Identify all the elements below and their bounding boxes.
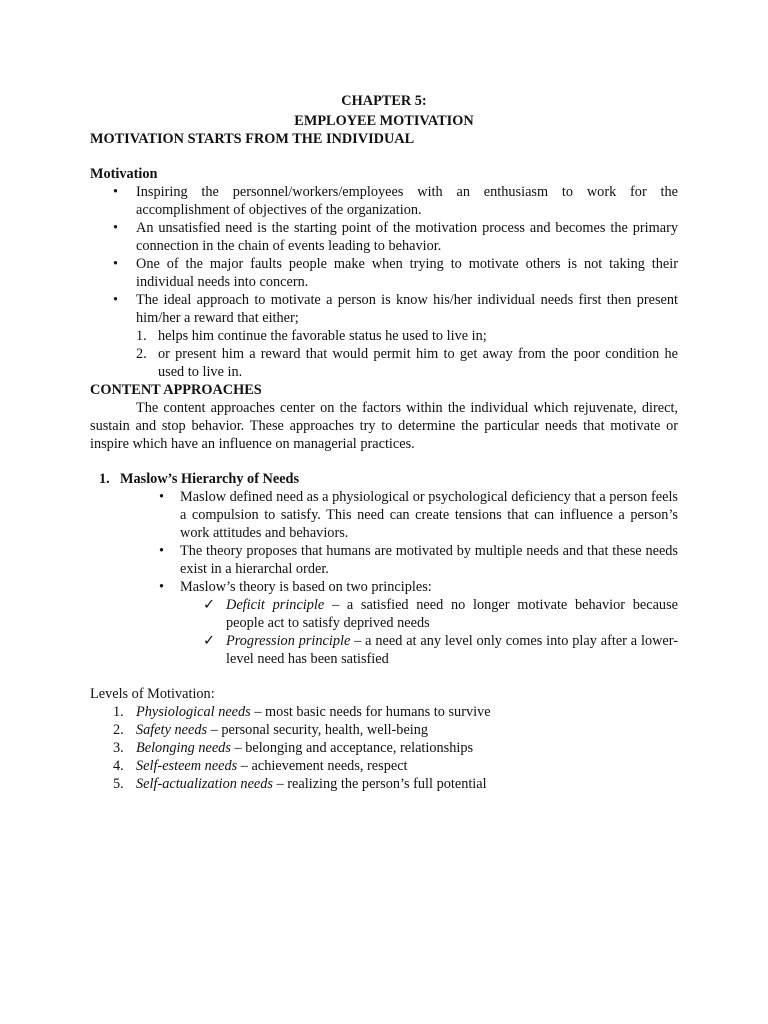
list-text: helps him continue the favorable status he used to live in; — [158, 328, 487, 344]
maslow-bullets — [90, 488, 678, 596]
list-item — [90, 327, 678, 345]
list-item: • Inspiring the personnel/workers/employees with an enthusiasm to work for the accomplishment of objectives of the organization. — [90, 183, 678, 219]
principle-name: Deficit principle — [226, 597, 325, 613]
list-number: 1. — [113, 704, 124, 720]
chapter-number: CHAPTER 5: — [341, 93, 427, 109]
list-item — [90, 739, 678, 757]
section-heading-motivation: MOTIVATION STARTS FROM THE INDIVIDUAL — [90, 131, 415, 147]
list-item: • An unsatisfied need is the starting point of the motivation process and becomes the primary connection in the chain of events leading to behavior. — [90, 219, 678, 255]
list-item — [90, 757, 678, 775]
list-number: 1. — [136, 328, 147, 344]
level-text: – realizing the person’s full potential — [273, 776, 487, 792]
list-item — [90, 596, 678, 632]
list-item: • Maslow defined need as a physiological or psychological deficiency that a person feels a compulsion to satisfy. This need can create tensions that can influence a person’s work attitudes and behaviors. — [90, 488, 678, 542]
level-text: – achievement needs, respect — [237, 758, 408, 774]
list-number: 2. — [136, 346, 147, 362]
levels-list — [90, 703, 678, 793]
list-number: 2. — [113, 722, 124, 738]
subheading-motivation: Motivation — [90, 166, 158, 182]
list-item: • The ideal approach to motivate a person is know his/her individual needs first then present him/her a reward that either; — [90, 291, 678, 327]
motivation-bullets — [90, 183, 678, 327]
section-heading-content-approaches: CONTENT APPROACHES — [90, 382, 262, 398]
principle-text: – a satisfied need no longer motivate behavior because people act to satisfy deprived needs — [226, 597, 678, 631]
list-item: • One of the major faults people make when trying to motivate others is not taking their individual needs into concern. — [90, 255, 678, 291]
maslow-principles — [90, 596, 678, 668]
list-item — [90, 345, 678, 381]
list-item — [90, 775, 678, 793]
maslow-heading — [90, 470, 678, 488]
list-number: 1. — [99, 471, 110, 487]
level-name: Safety needs — [136, 722, 208, 738]
level-text: – most basic needs for humans to survive — [250, 704, 491, 720]
list-number: 4. — [113, 758, 124, 774]
reward-sublist — [90, 327, 678, 381]
level-name: Self-actualization needs — [136, 776, 273, 792]
list-item — [90, 703, 678, 721]
list-number: 3. — [113, 740, 124, 756]
level-name: Physiological needs — [136, 704, 251, 720]
list-item: • Maslow’s theory is based on two principles: — [90, 578, 678, 596]
list-number: 5. — [113, 776, 124, 792]
maslow-heading-text: Maslow’s Hierarchy of Needs — [120, 471, 300, 487]
list-item: • The theory proposes that humans are motivated by multiple needs and that these needs exist in a hierarchal order. — [90, 542, 678, 578]
content-approaches-paragraph: The content approaches center on the factors within the individual which rejuvenate, direct, sustain and stop behavior. These approaches try to determine the particular needs that motivate or inspire which have an influence on managerial practices. — [90, 400, 678, 452]
list-text: or present him a reward that would permit him to get away from the poor condition he used to live in. — [158, 346, 678, 380]
level-text: – personal security, health, well-being — [207, 722, 429, 738]
level-name: Belonging needs — [136, 740, 231, 756]
check-icon: ✓ — [203, 597, 215, 613]
check-icon: ✓ — [203, 633, 215, 649]
principle-name: Progression principle — [226, 633, 351, 649]
level-text: – belonging and acceptance, relationships — [230, 740, 474, 756]
list-item — [90, 721, 678, 739]
principle-text: – a need at any level only comes into play after a lower-level need has been satisfied — [226, 633, 679, 667]
chapter-title: EMPLOYEE MOTIVATION — [294, 113, 474, 129]
levels-label: Levels of Motivation: — [90, 686, 215, 702]
level-name: Self-esteem needs — [136, 758, 238, 774]
list-item — [90, 632, 678, 668]
